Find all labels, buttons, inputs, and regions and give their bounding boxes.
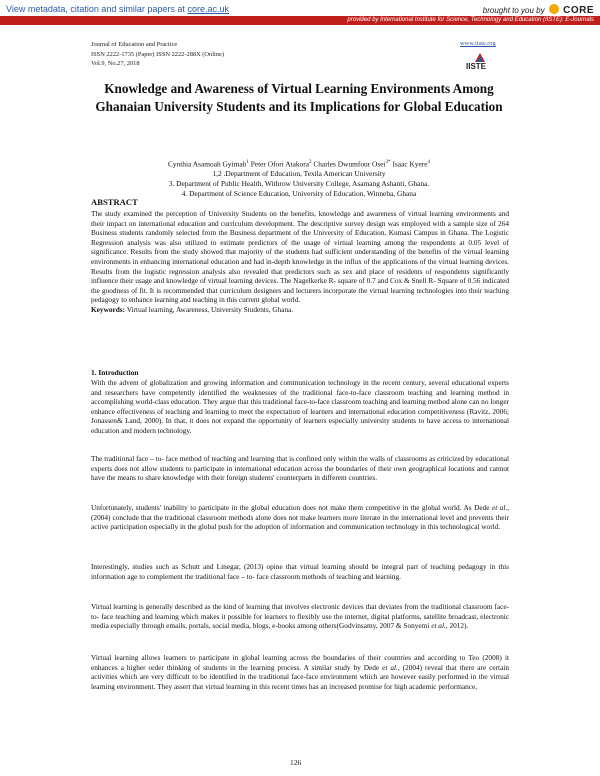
paragraph-text: (2004) reveal that there are certain activities which are very difficult to be identified in the traditional face-face environment which are however easily performed in the virtual learning environment. They assert that virtual learning in this recent times has an increased promise for high academic performance,: [91, 662, 509, 691]
brought-by-text: brought to you by: [482, 6, 545, 15]
paragraph-emphasis: et al.: [491, 503, 508, 512]
abstract-body: [91, 209, 509, 315]
author-name: Cynthia Asamoah Gyimah: [167, 159, 247, 169]
paragraph: Interestingly, studies such as Schutt and Linegar, (2013) opine that virtual learning should be integral part of teaching pedagogy in this information age to complement the traditional face – to- face classroom methods of teaching and learning.: [91, 562, 509, 581]
paragraph-text: Virtual learning allows learners to participate in global learning across the boundaries of their countries and according to Teo (2008) it enhances a higher order thinking of students in the learning process. A similar study by Dede: [91, 653, 509, 672]
provider-bar: [0, 16, 600, 25]
journal-volume: Vol.9, No.27, 2018: [91, 60, 140, 67]
paragraph: [91, 503, 509, 532]
paragraph-emphasis: et al.: [431, 621, 446, 631]
section-heading-introduction: 1. Introduction: [91, 368, 139, 377]
metadata-link-text: View metadata, citation and similar papers at: [6, 4, 185, 14]
affiliation: 1,2 .Department of Education, Texila American University: [212, 169, 386, 179]
affiliation: 3. Department of Public Health, Withrow University College, Asamang Ashanti, Ghana.: [168, 179, 430, 189]
iiste-logo-text: IISTE: [466, 62, 487, 71]
author-name: Charles Dwumfour Osei: [311, 159, 386, 169]
core-logo-icon: [549, 4, 559, 14]
metadata-link[interactable]: [6, 4, 229, 14]
paragraph: The traditional face – to- face method of teaching and learning that is confined only within the walls of classrooms as criticized by educational experts does not allow students to participate in international education across the boundaries of their own geographical locations and cannot have the means to share knowledge with their foreign students' counterparts in different countries.: [91, 454, 509, 483]
author-sup: 4: [427, 160, 431, 165]
journal-website-link[interactable]: www.iiste.org: [460, 40, 496, 47]
author-sup: 1: [246, 160, 249, 165]
paper-title: Knowledge and Awareness of Virtual Learning Environments Among Ghanaian University Students and its Implications for Global Education: [95, 81, 503, 114]
paragraph-text: , 2012).: [445, 621, 469, 631]
paragraph-text: Unfortunately, students' inability to participate in the global education does not make them competitive in the global world. As Dede: [91, 503, 492, 512]
paragraph: [91, 653, 509, 691]
journal-header: [91, 40, 224, 69]
brought-by: [483, 4, 594, 16]
author-list: [91, 158, 507, 169]
paragraph: [91, 602, 509, 631]
affiliation: 4. Department of Science Education, University of Education, Winneba, Ghana: [181, 188, 417, 198]
abstract-text: The study examined the perception of University Students on the benefits, knowledge and awareness of virtual learning environments and their impact on international education and curriculum development. The descriptive survey design was employed with a sample size of 264 Business students randomly selected from the Business department of the University of Education, Kumasi Campus in Ghana. The Logistic Regression analysis was also utilized to estimate predictors of the usage of virtual learning among the respondents at 0.05 level of significance. Results from the study showed that majority of the students had sufficient understanding of the benefits of the virtual learning environments in enhancing international education and had in-depth knowledge in the influx of the applications of the virtual learning devices. Results from the logistic regression analysis also revealed that predictors such as sex and place of residents of respondents significantly influence their usage and knowledge of virtual learning devices. The Nagelkerke R- square of 0.7 and Cox & Snell R- Square of 0.56 indicated the goodness of fit. It is recommended that curriculum designers and lecturers incorporate the virtual learning technologies into their teaching pedagogy to enhance learning and teaching in this current global world.: [91, 209, 509, 305]
abstract-heading: ABSTRACT: [91, 197, 138, 207]
paragraph-emphasis: et al.,: [382, 662, 400, 672]
keywords: [91, 305, 509, 315]
core-link[interactable]: core.ac.uk: [187, 4, 229, 14]
journal-issn: ISSN 2222-1735 (Paper) ISSN 2222-288X (Online): [91, 50, 224, 58]
author-name: Peter Ofori Atakora: [248, 159, 309, 169]
iiste-logo-icon: [475, 53, 485, 62]
page-number: 126: [290, 758, 302, 767]
paragraph-text: Virtual learning is generally described as the kind of learning that involves electronic devices that deviates from the traditional classroom face- to- face teaching and learning which makes it possible for learners to flexibly use the internet, digital platforms, satellite broadcast, electronic media especially through emails, portals, social media, blogs, e-books among others(Godvinsamy, 2007 & Sonyemi: [91, 602, 509, 631]
author-block: [91, 158, 507, 199]
paragraph: With the advent of globalization and growing information and communication technology in the recent century, several educational experts and researchers have competently identified the weaknesses of the traditional face-to-face classroom teaching and learning method in accomplishing world-class education. They argue that this traditional face-to-face classroom teaching and learning method alone can no longer enhance effectiveness of teaching and learning to meet the expectation of learners and international education competitiveness (Ravitz, 2006; Jonassen& Land, 2000). In that, it does not expand the opportunity of learners especially university students to have access to international education and modern technology.: [91, 378, 509, 435]
paragraph-text: , (2004) conclude that the traditional classroom methods alone does not make learners more literate in the international level and prevents their active participation especially in the global push for the adoption of information and communication technology in this technological world.: [91, 503, 510, 532]
author-name: Isaac Kyere: [390, 159, 428, 169]
author-sup: 2: [309, 160, 312, 165]
journal-name: Journal of Education and Practice: [91, 41, 178, 48]
author-sup: 3*: [385, 160, 391, 165]
keywords-text: Virtual learning, Awareness, University Students, Ghana.: [125, 304, 294, 314]
keywords-label: Keywords:: [91, 304, 126, 314]
provider-text[interactable]: provided by International Institute for Science, Technology and Education (IISTE): E-Journals: [347, 17, 594, 23]
iiste-logo: [466, 53, 496, 73]
core-brand: CORE: [563, 5, 594, 16]
